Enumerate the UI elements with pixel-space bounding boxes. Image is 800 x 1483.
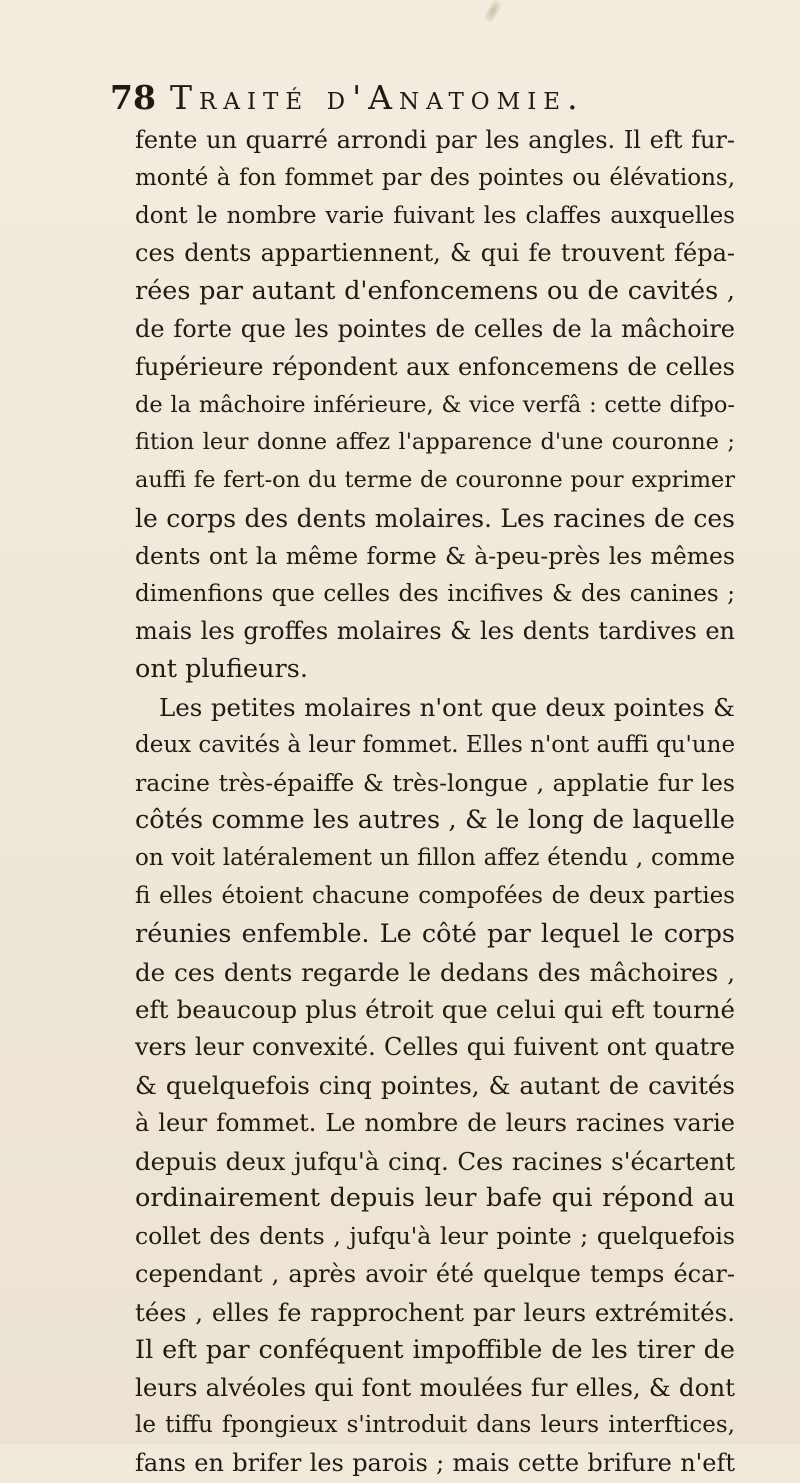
text-line: monté à fon fommet par des pointes ou élévations, xyxy=(135,164,735,191)
text-line: dimenfions que celles des incifives & des canines ; xyxy=(135,580,735,607)
text-line: de la mâchoire inférieure, & vice verfâ : cette difpo- xyxy=(135,391,735,418)
text-line: mais les groffes molaires & les dents tardives en xyxy=(135,617,735,646)
text-line: de forte que les pointes de celles de la mâchoire xyxy=(135,314,735,343)
text-line: côtés comme les autres , & le long de laquelle xyxy=(135,805,735,836)
text-line: ces dents appartiennent, & qui fe trouvent fépa- xyxy=(135,239,735,268)
text-line: collet des dents , jufqu'à leur pointe ; quelquefois xyxy=(135,1222,735,1251)
page-number: 78 xyxy=(110,78,156,117)
text-line: tées , elles fe rapprochent par leurs extrémités. xyxy=(135,1297,735,1327)
text-line: fans en brifer les parois ; mais cette brifure n'eft xyxy=(135,1448,735,1477)
text-line: vers leur convexité. Celles qui fuivent ont quatre xyxy=(135,1033,735,1062)
ink-smudge xyxy=(483,0,503,23)
text-line: le tiffu fpongieux s'introduit dans leurs interftices, xyxy=(135,1412,735,1439)
text-line: dents ont la même forme & à-peu-près les mêmes xyxy=(135,541,735,570)
text-line: eft beaucoup plus étroit que celui qui eft tourné xyxy=(135,995,735,1025)
body-text xyxy=(135,122,735,1483)
text-line: depuis deux jufqu'à cinq. Ces racines s'écartent xyxy=(135,1146,735,1176)
text-line: Les petites molaires n'ont que deux pointes & xyxy=(159,692,735,722)
text-line: racine très-épaiffe & très-longue , applatie fur les xyxy=(135,768,735,797)
text-line: ordinairement depuis leur bafe qui répond au xyxy=(135,1183,735,1214)
text-line: dont le nombre varie fuivant les claffes auxquelles xyxy=(135,202,735,229)
text-line: fi elles étoient chacune compofées de deux parties xyxy=(135,882,735,909)
text-line: on voit latéralement un fillon affez étendu , comme xyxy=(135,845,735,872)
text-line: leurs alvéoles qui font moulées fur elles, & dont xyxy=(135,1373,735,1403)
text-line: ont plufieurs. xyxy=(135,654,308,685)
text-line: cependant , après avoir été quelque temps écar- xyxy=(135,1259,735,1288)
text-line: fupérieure répondent aux enfoncemens de celles xyxy=(135,352,735,381)
text-line: rées par autant d'enfoncemens ou de cavités , xyxy=(135,276,735,307)
text-line: à leur fommet. Le nombre de leurs racines varie xyxy=(135,1108,735,1137)
text-line: auffi fe fert-on du terme de couronne pour exprimer xyxy=(135,467,735,494)
text-line: le corps des dents molaires. Les racines de ces xyxy=(135,503,735,533)
text-line: Il eft par conféquent impoffible de les tirer de xyxy=(135,1334,735,1365)
text-line: & quelquefois cinq pointes, & autant de cavités xyxy=(135,1070,735,1100)
page-header xyxy=(110,78,710,118)
text-line: deux cavités à leur fommet. Elles n'ont auffi qu'une xyxy=(135,731,736,758)
text-line: fition leur donne affez l'apparence d'une couronne ; xyxy=(135,429,735,456)
text-line: fente un quarré arrondi par les angles. Il eft fur- xyxy=(135,126,735,154)
running-title: Traité d'Anatomie. xyxy=(170,78,585,117)
text-line: réunies enfemble. Le côté par lequel le corps xyxy=(135,918,735,949)
text-line: de ces dents regarde le dedans des mâchoires , xyxy=(135,957,735,987)
